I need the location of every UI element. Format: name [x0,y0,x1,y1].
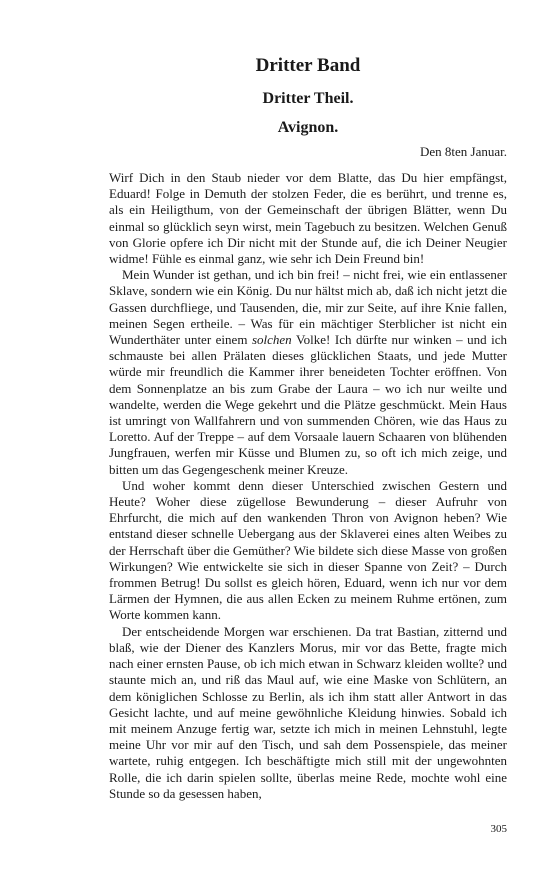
paragraph-text: Volke! Ich dürfte nur winken – und ich schmauste bei allen Prälaten dieses glücklichen Staats, und jede Mutter würde mir freundlich die Kammer ihrer beneideten Tochter eröffnen. Von dem Sonnenplatze an bis zum Grabe der Laura – wo ich nur weilte und wandelte, werden die Wege gekehrt und die Plätze geschmückt. Mein Haus ist umringt von Wallfahrern und von summenden Chören, wie das Haus zu Loretto. Auf der Treppe – auf dem Vorsaale lauern Schaaren von blühenden Jungfrauen, werfen mir Küsse und Blumen zu, so oft ich mich zeige, und bitten um das Gegengeschenk meiner Kreuze. [109,332,508,477]
emphasized-word: solchen [251,332,292,348]
paragraph: Wirf Dich in den Staub nieder vor dem Blatte, das Du hier empfängst, Eduard! Folge in Demuth der stolzen Feder, die es berührt, und trenne es, als ein Heiligthum, von der Gemeinschaft der übrigen Blätter, wenn Du einmal so glücklich seyn wirst, mein Tagebuch zu besitzen. Welchen Genuß von Glorie opfere ich Dir nicht mit der Stunde auf, die ich Deiner Neugier widme! Fühle es einmal ganz, wie sehr ich Dein Freund bin! [109,170,507,267]
letter-body [109,170,507,802]
paragraph [109,267,507,478]
part-heading: Dritter Theil. [262,90,354,107]
volume-heading: Dritter Band [255,55,361,76]
letter-dateline: Den 8ten Januar. [419,144,507,159]
paragraph: Der entscheidende Morgen war erschienen. Da trat Bastian, zitternd und blaß, wie der Diener des Kanzlers Morus, mir vor das Bette, fragte mich nach einer ernsten Pause, ob ich mich etwan in Schwarz kleiden wollte? und staunte mich an, und riß das Maul auf, wie eine Maske von Schlütern, an dem königlichen Schlosse zu Berlin, als ich ihm statt aller Antwort in das Gesicht lachte, und auf meine gewöhnliche Kleidung hinwies. Sobald ich mit meinem Anzuge fertig war, setzte ich mich in meinen Lehnstuhl, legte meine Uhr vor mir auf den Tisch, und sah dem Possenspiele, das meiner wartete, ruhig entgegen. Ich beschäftigte mich still mit der ungewohnten Rolle, die ich darin spielen sollte, überlas meine Rede, mochte wohl eine Stunde so da gesessen haben, [109,623,507,801]
place-heading: Avignon. [277,119,339,136]
page-number: 305 [490,823,507,835]
paragraph-text: Mein Wunder ist gethan, und ich bin frei! – nicht frei, wie ein entlassener Sklave, sondern wie ein König. Du nur hältst mich ab, daß ich nicht jetzt die Gassen durchfliege, und Tausenden, die, mir zur Seite, auf ihre Knie fallen, meinen Segen ertheile. – Was für ein mächtiger Sterblicher ist nicht ein Wunderthäter unter einem [109,267,507,348]
paragraph: Und woher kommt denn dieser Unterschied zwischen Gestern und Heute? Woher diese zügellose Bewunderung – dieser Aufruhr von Ehrfurcht, die mich auf den wankenden Thron von Avignon heben? Wie entstand dieser schnelle Uebergang aus der Sklaverei eines alten Weibes zu der Herrschaft über die Gemüther? Wie bildete sich diese Masse von großen Wirkungen? Wie entwickelte sie sich in dieser Spanne von Zeit? – Durch frommen Betrug! Du sollst es gleich hören, Eduard, wenn ich nur vor dem Lärmen der Hymnen, die aus allen Ecken zu meinem Ruhme ertönen, zum Worte kommen kann. [109,477,507,623]
